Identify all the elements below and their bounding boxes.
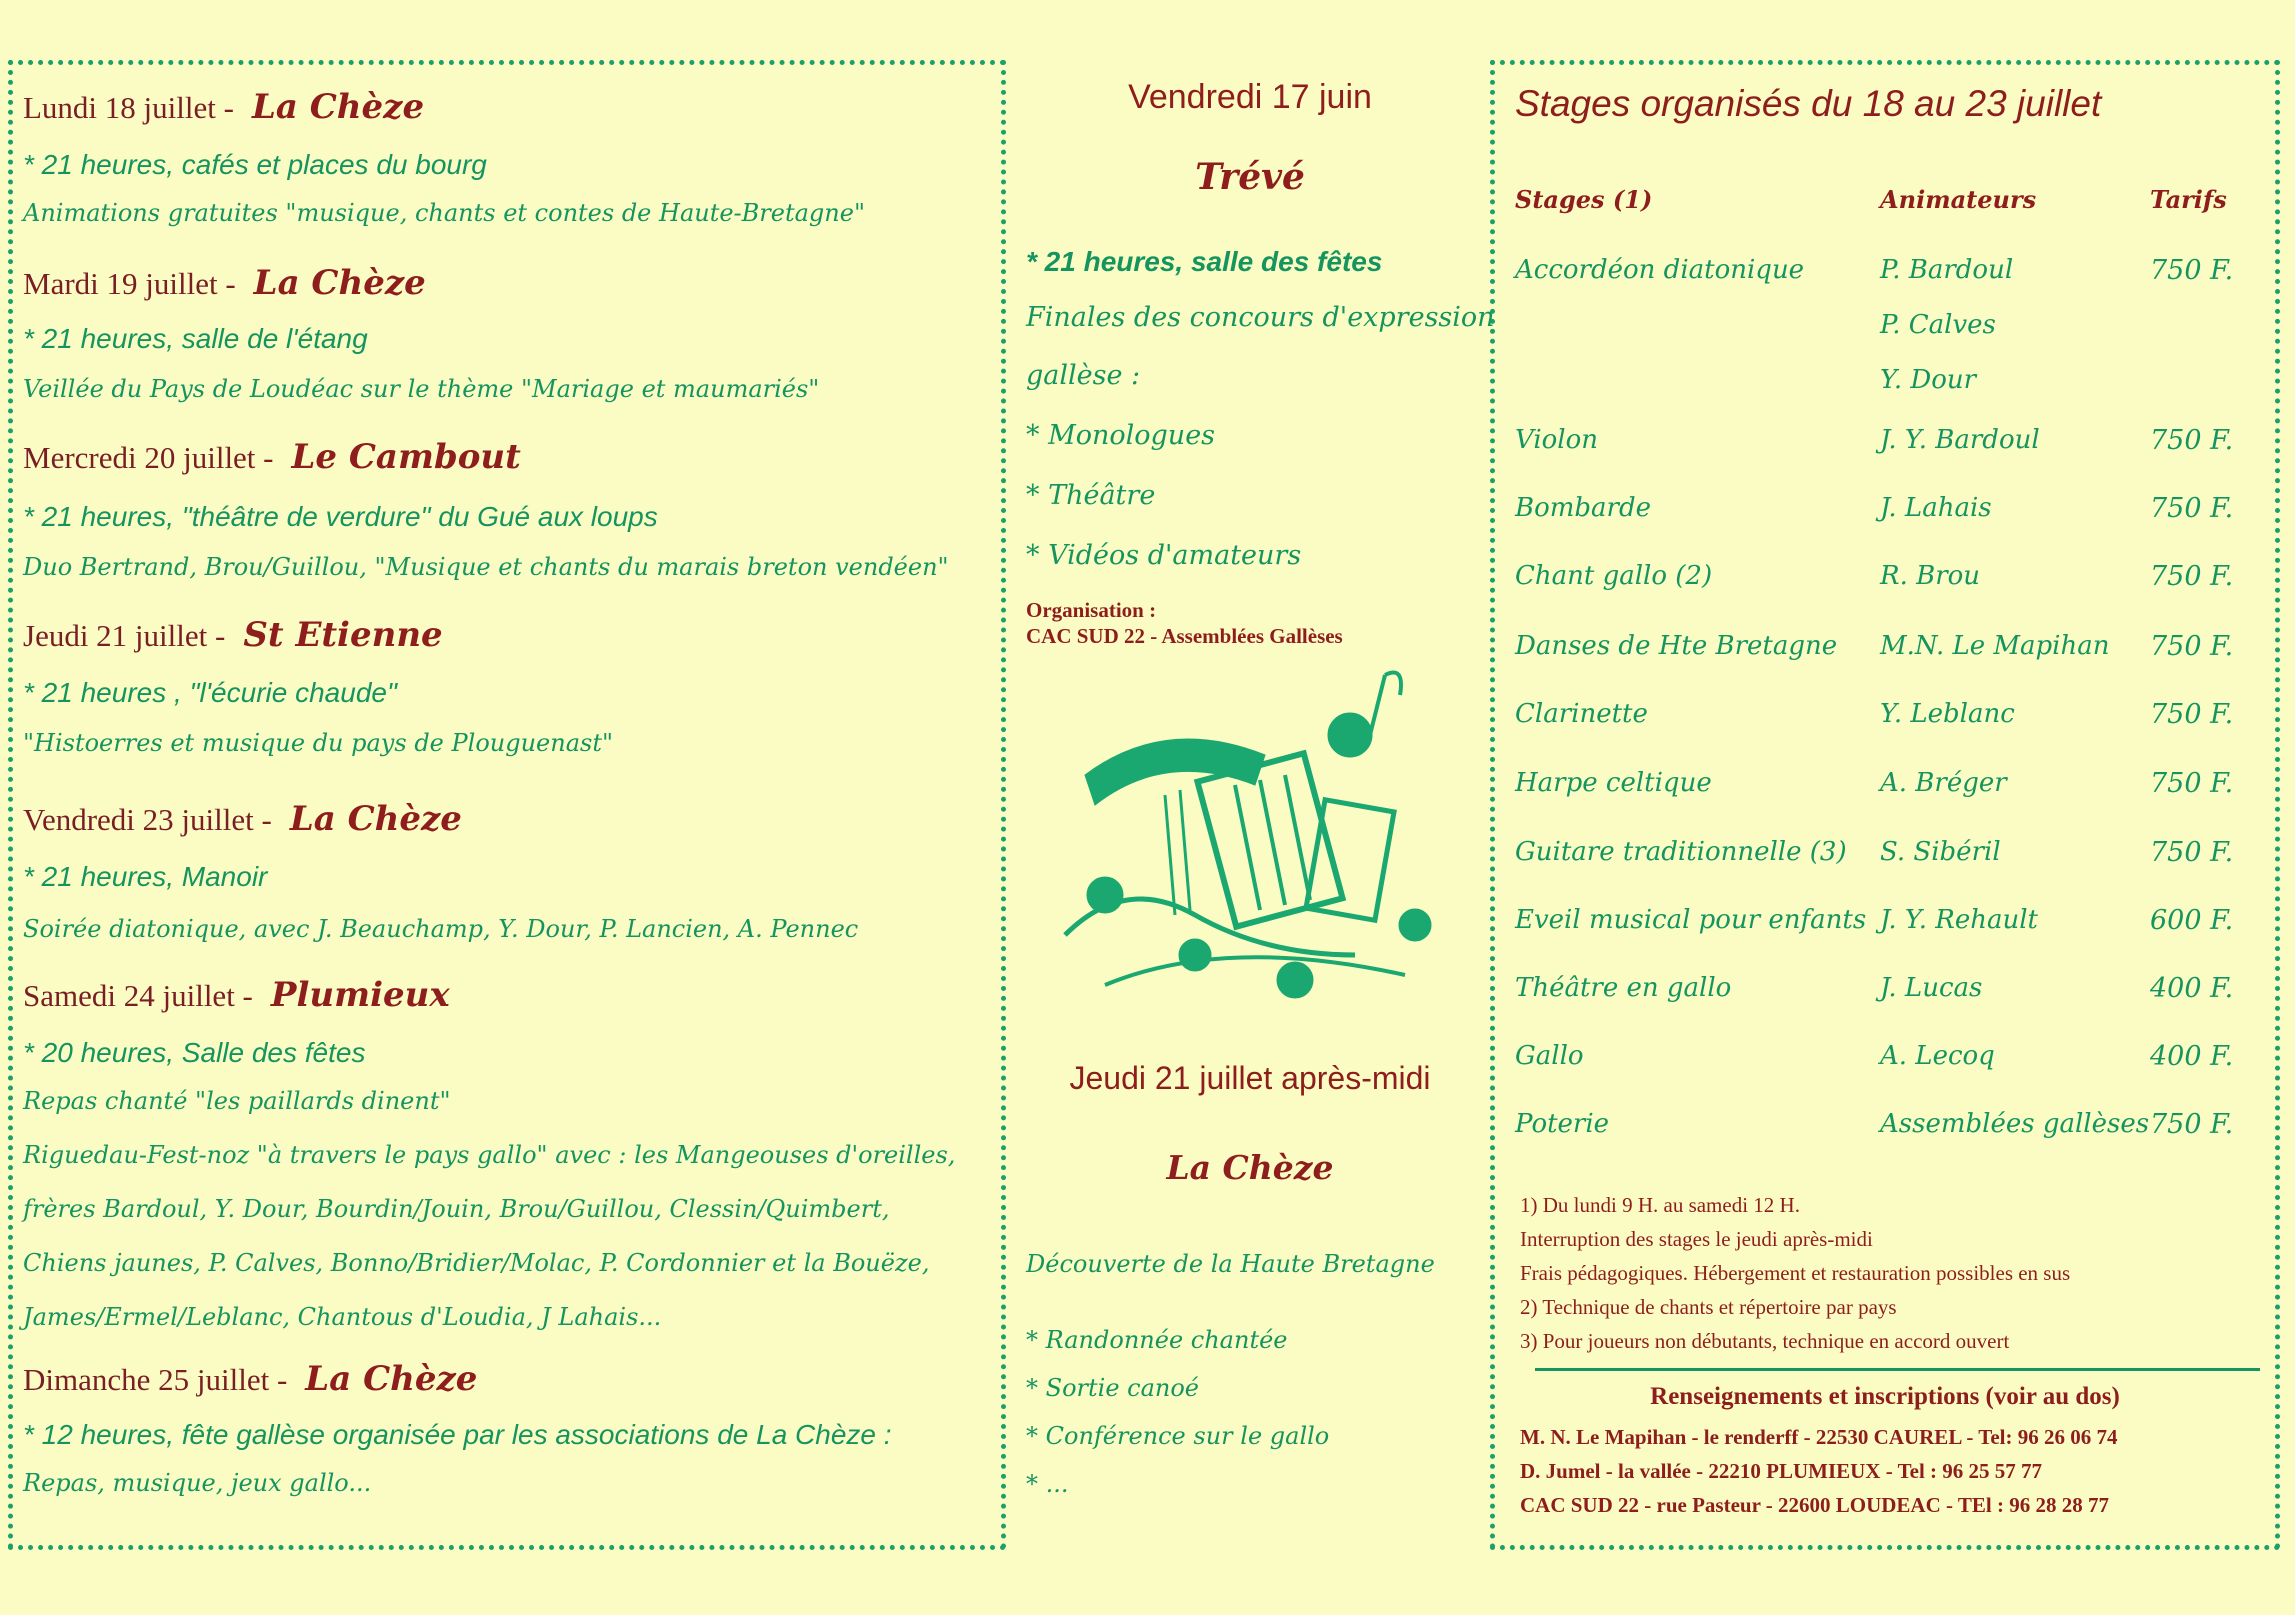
- animateur-name: P. Bardoul: [1880, 255, 2014, 285]
- table-row: [1495, 768, 2275, 808]
- table-row: [1495, 973, 2275, 1013]
- stage-name: Harpe celtique: [1515, 768, 1712, 798]
- table-row: [1495, 310, 2275, 350]
- list-item: * Randonnée chantée: [1026, 1326, 1288, 1354]
- event-detail: Duo Bertrand, Brou/Guillou, "Musique et chants du marais breton vendéen": [23, 553, 949, 581]
- event-town: La Chèze: [253, 263, 426, 303]
- event-town: Le Cambout: [291, 437, 521, 477]
- stage-name: Gallo: [1515, 1041, 1584, 1071]
- column-header-stages: Stages (1): [1515, 185, 1653, 214]
- event-town: La Chèze: [305, 1359, 478, 1399]
- tarif-value: 750 F.: [2150, 699, 2234, 730]
- illustration-note: [1328, 713, 1372, 757]
- event-detail: Riguedau-Fest-noz "à travers le pays gallo" avec : les Mangeouses d'oreilles,: [23, 1141, 956, 1169]
- list-item: * Conférence sur le gallo: [1026, 1422, 1330, 1450]
- table-row: [1495, 365, 2275, 405]
- animateur-name: Y. Dour: [1880, 365, 1977, 395]
- footnote: 3) Pour joueurs non débutants, technique en accord ouvert: [1520, 1329, 2010, 1353]
- tarif-value: 750 F.: [2150, 837, 2234, 868]
- tarif-value: 750 F.: [2150, 425, 2234, 456]
- event-town: La Chèze: [251, 87, 425, 127]
- table-row: [1495, 561, 2275, 601]
- animateur-name: J. Y. Rehault: [1880, 905, 2038, 935]
- stage-name: Eveil musical pour enfants: [1515, 905, 1867, 935]
- event-detail: James/Ermel/Leblanc, Chantous d'Loudia, J Lahais...: [23, 1303, 662, 1331]
- event-time: * 21 heures, salle des fêtes: [1026, 246, 1383, 277]
- tarif-value: 400 F.: [2150, 1041, 2234, 1072]
- tarif-value: 600 F.: [2150, 905, 2234, 936]
- left-panel-schedule: [8, 60, 1006, 1550]
- stage-name: Bombarde: [1515, 493, 1652, 523]
- stage-name: Accordéon diatonique: [1515, 255, 1805, 285]
- stage-name: Poterie: [1515, 1109, 1610, 1139]
- list-item: * Sortie canoé: [1026, 1374, 1200, 1402]
- event-detail: "Histoerres et musique du pays de Plouguenast": [23, 729, 614, 757]
- tarif-value: 750 F.: [2150, 631, 2234, 662]
- contact-address: M. N. Le Mapihan - le renderff - 22530 CAUREL - Tel: 96 26 06 74: [1520, 1425, 2118, 1449]
- tarif-value: 750 F.: [2150, 493, 2234, 524]
- event-detail: Soirée diatonique, avec J. Beauchamp, Y. Dour, P. Lancien, A. Pennec: [23, 915, 859, 943]
- stage-name: Théâtre en gallo: [1515, 973, 1732, 1003]
- footnote: Frais pédagogiques. Hébergement et restauration possibles en sus: [1520, 1261, 2071, 1285]
- animateur-name: Assemblées gallèses: [1880, 1109, 2150, 1139]
- right-panel-stages: [1490, 60, 2280, 1550]
- event-day: Mardi 19 juillet - La Chèze: [23, 263, 426, 303]
- animateur-name: S. Sibéril: [1880, 837, 2001, 867]
- event-town: St Etienne: [243, 615, 443, 655]
- column-header-animateurs: Animateurs: [1880, 185, 2037, 214]
- event-day: Lundi 18 juillet - La Chèze: [23, 87, 425, 127]
- event-town: Plumieux: [270, 975, 450, 1015]
- table-row: [1495, 255, 2275, 295]
- event-time: * 20 heures, Salle des fêtes: [23, 1037, 366, 1068]
- event-town: La Chèze: [289, 799, 462, 839]
- animateur-name: J. Y. Bardoul: [1880, 425, 2040, 455]
- animateur-name: R. Brou: [1880, 561, 1981, 591]
- table-row: [1495, 905, 2275, 945]
- event-time: * 21 heures , "l'écurie chaude": [23, 677, 397, 708]
- event-time: * 21 heures, cafés et places du bourg: [23, 149, 487, 180]
- stage-name: Clarinette: [1515, 699, 1648, 729]
- animateur-name: P. Calves: [1880, 310, 1996, 340]
- event-detail: Repas chanté "les paillards dinent": [23, 1087, 451, 1115]
- column-header-tarifs: Tarifs: [2150, 185, 2227, 214]
- table-row: [1495, 493, 2275, 533]
- table-row: [1495, 699, 2275, 739]
- tarif-value: 750 F.: [2150, 561, 2234, 592]
- event-town: Trévé: [1195, 156, 1305, 198]
- animateur-name: M.N. Le Mapihan: [1880, 631, 2110, 661]
- event-time: * 21 heures, "théâtre de verdure" du Gué aux loups: [23, 501, 658, 532]
- event-day: Samedi 24 juillet - Plumieux: [23, 975, 450, 1015]
- tarif-value: 750 F.: [2150, 255, 2234, 286]
- event-time: * 21 heures, Manoir: [23, 861, 268, 892]
- animateur-name: J. Lucas: [1880, 973, 1983, 1003]
- table-row: [1495, 425, 2275, 465]
- middle-column: [1020, 70, 1495, 1550]
- divider: [1535, 1368, 2260, 1371]
- stage-name: Guitare traditionnelle (3): [1515, 837, 1847, 867]
- event-detail: Repas, musique, jeux gallo...: [23, 1469, 372, 1497]
- table-row: [1495, 1041, 2275, 1081]
- contact-address: CAC SUD 22 - rue Pasteur - 22600 LOUDEAC - TEl : 96 28 28 77: [1520, 1493, 2109, 1517]
- event-town: La Chèze: [1166, 1148, 1334, 1187]
- organisation-label: Organisation :: [1026, 598, 1157, 622]
- event-time: * 12 heures, fête gallèse organisée par les associations de La Chèze :: [23, 1419, 892, 1450]
- stage-name: Chant gallo (2): [1515, 561, 1713, 591]
- table-row: [1495, 1109, 2275, 1149]
- event-detail: frères Bardoul, Y. Dour, Bourdin/Jouin, Brou/Guillou, Clessin/Quimbert,: [23, 1195, 890, 1223]
- table-row: [1495, 837, 2275, 877]
- accordion-music-illustration: [1045, 655, 1465, 1025]
- animateur-name: Y. Leblanc: [1880, 699, 2015, 729]
- event-description: Découverte de la Haute Bretagne: [1026, 1250, 1435, 1278]
- footnote: 1) Du lundi 9 H. au samedi 12 H.: [1520, 1193, 1800, 1217]
- animateur-name: J. Lahais: [1880, 493, 1992, 523]
- contact-address: D. Jumel - la vallée - 22210 PLUMIEUX - Tel : 96 25 57 77: [1520, 1459, 2043, 1483]
- event-date: Vendredi 17 juin: [1128, 78, 1372, 116]
- event-date: Jeudi 21 juillet après-midi: [1069, 1060, 1431, 1096]
- event-day: Jeudi 21 juillet - St Etienne: [23, 615, 443, 655]
- event-time: * 21 heures, salle de l'étang: [23, 323, 368, 354]
- footnote: 2) Technique de chants et répertoire par pays: [1520, 1295, 1897, 1319]
- tarif-value: 750 F.: [2150, 1109, 2234, 1140]
- animateur-name: A. Lecoq: [1880, 1041, 1995, 1071]
- event-detail: Veillée du Pays de Loudéac sur le thème "Mariage et maumariés": [23, 375, 820, 403]
- footnote: Interruption des stages le jeudi après-midi: [1520, 1227, 1873, 1251]
- stages-title: Stages organisés du 18 au 23 juillet: [1515, 83, 2102, 124]
- tarif-value: 750 F.: [2150, 768, 2234, 799]
- event-day: Vendredi 23 juillet - La Chèze: [23, 799, 462, 839]
- stage-name: Violon: [1515, 425, 1599, 455]
- list-item: * Théâtre: [1026, 480, 1156, 511]
- table-row: [1495, 631, 2275, 671]
- list-item: * Monologues: [1026, 420, 1216, 451]
- event-description: Finales des concours d'expression: [1026, 302, 1495, 333]
- event-detail: Animations gratuites "musique, chants et contes de Haute-Bretagne": [23, 199, 865, 227]
- event-day: Mercredi 20 juillet - Le Cambout: [23, 437, 521, 477]
- list-item: * ...: [1026, 1470, 1069, 1498]
- info-title: Renseignements et inscriptions (voir au dos): [1650, 1383, 2120, 1410]
- event-detail: Chiens jaunes, P. Calves, Bonno/Bridier/Molac, P. Cordonnier et la Bouëze,: [23, 1249, 930, 1277]
- tarif-value: 400 F.: [2150, 973, 2234, 1004]
- event-description: gallèse :: [1026, 360, 1141, 391]
- event-day: Dimanche 25 juillet - La Chèze: [23, 1359, 478, 1399]
- stage-name: Danses de Hte Bretagne: [1515, 631, 1838, 661]
- organisation-value: CAC SUD 22 - Assemblées Gallèses: [1026, 624, 1343, 648]
- animateur-name: A. Bréger: [1880, 768, 2007, 798]
- list-item: * Vidéos d'amateurs: [1026, 540, 1302, 571]
